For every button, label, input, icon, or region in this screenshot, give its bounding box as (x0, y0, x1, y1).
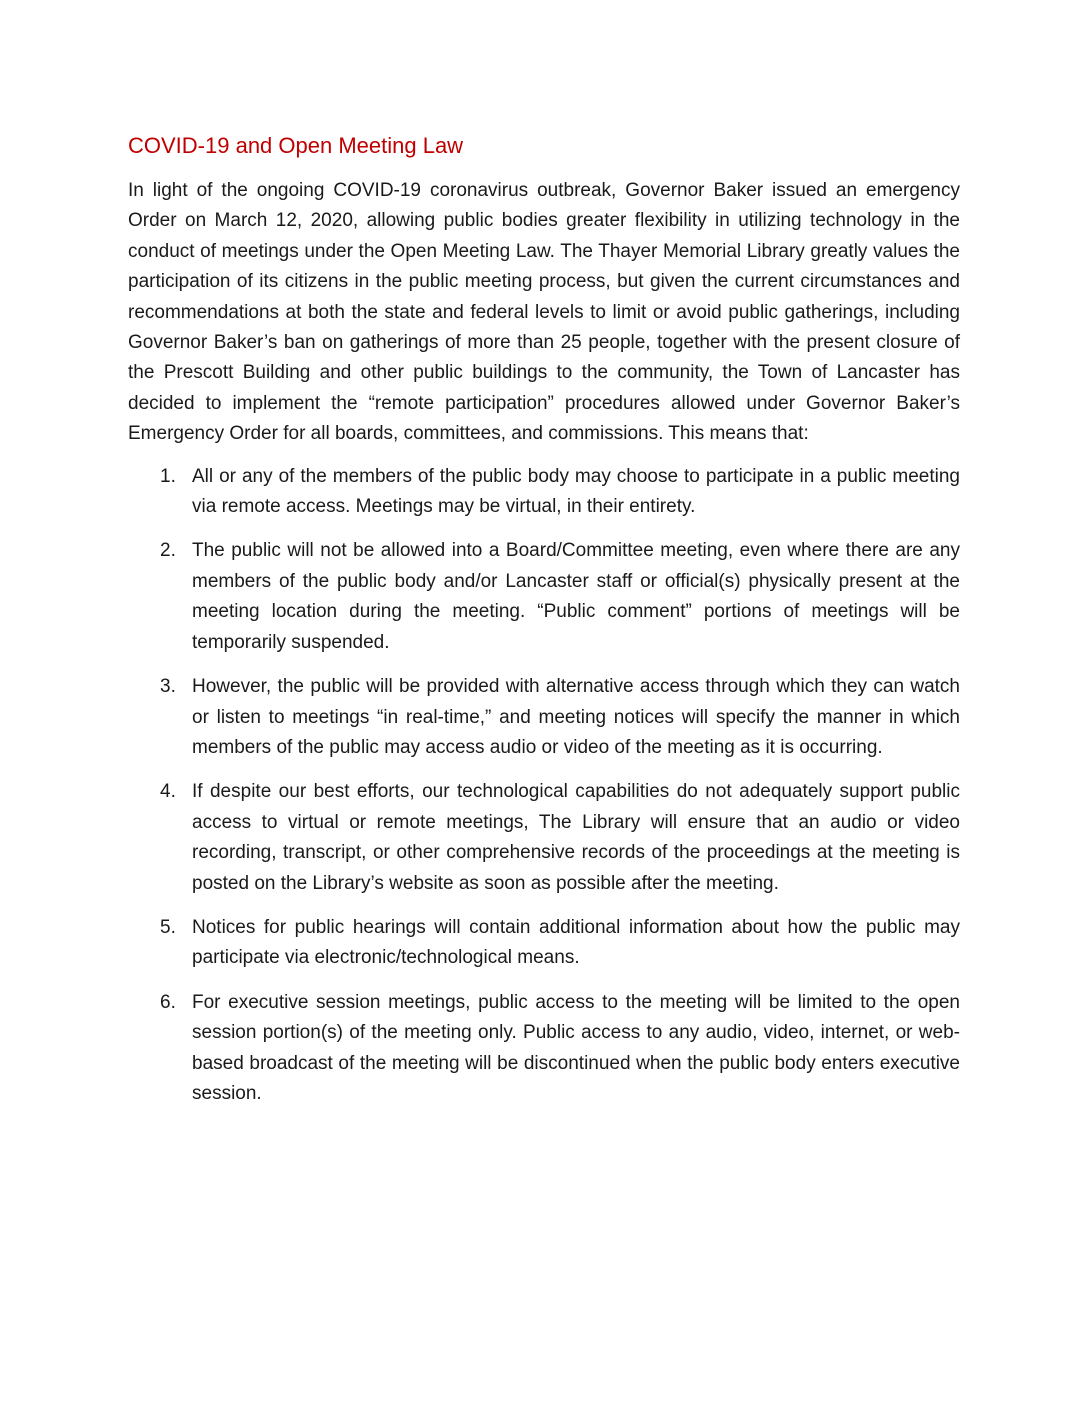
list-item-number: 1. (160, 465, 176, 487)
list-item-number: 4. (160, 781, 176, 803)
list-item (128, 988, 960, 1110)
list-item-text: However, the public will be provided with alternative access through which they can watch or listen to meetings “in real-time,” and meeting notices will specify the manner in which members of the public may access audio or video of the meeting as it is occurring. (192, 676, 960, 758)
list-item-number: 5. (160, 916, 176, 938)
list-item-text: All or any of the members of the public body may choose to participate in a public meeting via remote access. Meetings may be virtual, in their entirety. (192, 465, 960, 518)
list-item-text: If despite our best efforts, our technological capabilities do not adequately support public access to virtual or remote meetings, The Library will ensure that an audio or video recording, transcript, or other comprehensive records of the proceedings at the meeting is posted on the Library’s website as soon as possible after the meeting. (192, 781, 960, 894)
intro-paragraph: In light of the ongoing COVID-19 coronavirus outbreak, Governor Baker issued an emergency Order on March 12, 2020, allowing public bodies greater flexibility in utilizing technology in the conduct of meetings under the Open Meeting Law. The Thayer Memorial Library greatly values the participation of its citizens in the public meeting process, but given the current circumstances and recommendations at both the state and federal levels to limit or avoid public gatherings, including Governor Baker’s ban on gatherings of more than 25 people, together with the present closure of the Prescott Building and other public buildings to the community, the Town of Lancaster has decided to implement the “remote participation” procedures allowed under Governor Baker’s Emergency Order for all boards, committees, and commissions. This means that: (128, 180, 960, 445)
list-item (128, 672, 960, 763)
document-content (128, 130, 960, 1123)
list-item-text: For executive session meetings, public access to the meeting will be limited to the open session portion(s) of the meeting only. Public access to any audio, video, internet, or web-based broadcast of the meeting will be discontinued when the public body enters executive session. (192, 991, 960, 1104)
list-item (128, 777, 960, 899)
list-item-text: Notices for public hearings will contain additional information about how the public may participate via electronic/technological means. (192, 916, 960, 969)
list-item (128, 462, 960, 523)
document-title: COVID-19 and Open Meeting Law (128, 133, 464, 158)
list-item-number: 6. (160, 991, 176, 1013)
list-item-text: The public will not be allowed into a Board/Committee meeting, even where there are any members of the public body and/or Lancaster staff or official(s) physically present at the meeting location during the meeting. “Public comment” portions of meetings will be temporarily suspended. (192, 540, 960, 653)
numbered-list (128, 462, 960, 1110)
list-item-number: 2. (160, 540, 176, 562)
list-item (128, 536, 960, 658)
list-item-number: 3. (160, 676, 176, 698)
list-item (128, 913, 960, 974)
